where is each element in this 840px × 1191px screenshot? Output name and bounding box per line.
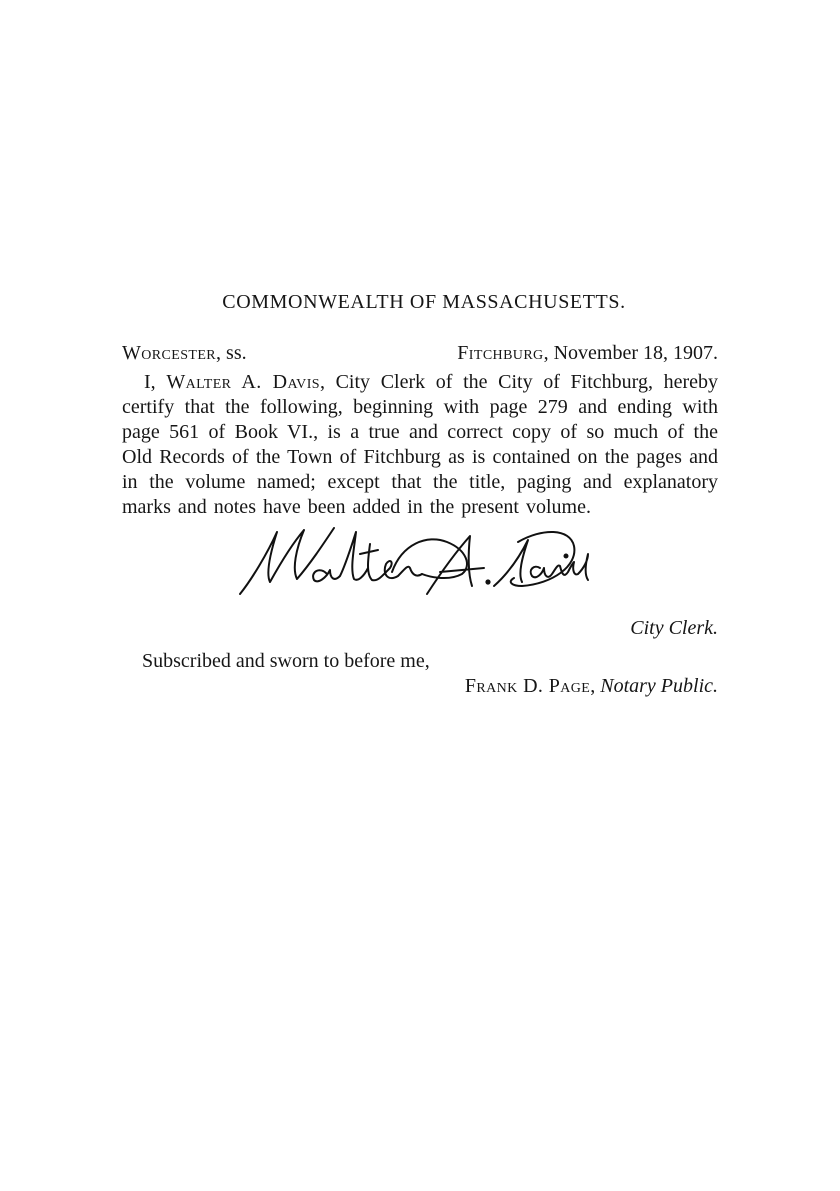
- clerk-title: City Clerk.: [630, 617, 718, 639]
- clerk-name: Walter A. Davis: [166, 371, 320, 393]
- document-heading: COMMONWEALTH OF MASSACHUSETTS.: [222, 291, 626, 313]
- date-text: , November 18, 1907.: [543, 342, 718, 364]
- subscribed-line: Subscribed and sworn to before me,: [142, 650, 430, 672]
- county-name: Worcester: [122, 342, 217, 364]
- notary-separator: ,: [590, 675, 601, 697]
- dateline-place-date: [457, 341, 718, 366]
- notary-name: Frank D. Page: [464, 675, 591, 697]
- dateline: [122, 341, 718, 366]
- body-intro: I,: [144, 371, 167, 393]
- certification-paragraph: [122, 370, 718, 520]
- dateline-county: [122, 341, 247, 366]
- place-name: Fitchburg: [457, 342, 544, 364]
- certificate-page: [122, 290, 718, 699]
- body-text: , City Clerk of the City of Fitchburg, hereby certify that the following, beginning with page 279 and ending with page 561 of Book VI., is a true and correct copy of so much of the Old Records of the Town of Fitchburg as is contained on the pages and in the volume named; except that the title, paging and explanatory marks and notes have been added in the present volume.: [122, 371, 719, 518]
- notary-line: [122, 674, 718, 699]
- notary-role: Notary Public.: [600, 675, 718, 697]
- handwritten-signature: [222, 524, 602, 604]
- county-suffix: , ss.: [216, 342, 247, 364]
- signature-block: [122, 524, 718, 616]
